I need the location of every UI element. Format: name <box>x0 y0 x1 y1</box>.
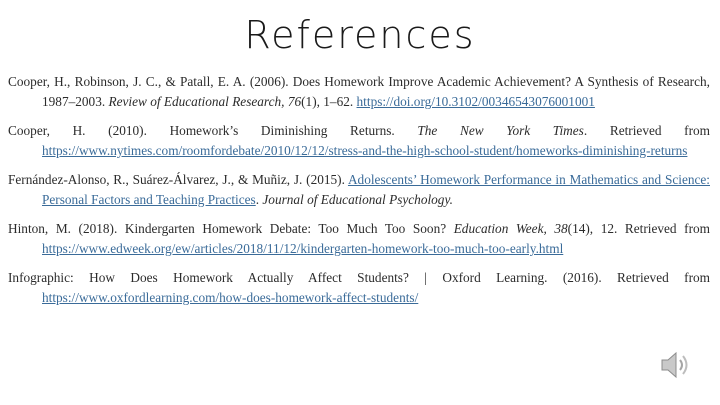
reference-item <box>8 268 710 308</box>
reference-text: Fernández-Alonso, R., Suárez-Álvarez, J., & Muñiz, J. (2015). <box>8 172 348 187</box>
reference-link[interactable]: https://www.nytimes.com/roomfordebate/2010/12/12/stress-and-the-high-school-student/homeworks-diminishing-returns <box>42 143 688 158</box>
reference-text: . Retrieved from <box>583 123 711 138</box>
page-title: References <box>244 13 476 57</box>
reference-journal: Education Week, 38 <box>453 221 568 236</box>
reference-journal: Journal of Educational Psychology. <box>262 192 453 207</box>
reference-text: Infographic: How Does Homework Actually Affect Students? | Oxford Learning. (2016). Retrieved from <box>8 270 710 285</box>
reference-link[interactable]: https://www.edweek.org/ew/articles/2018/11/12/kindergarten-homework-too-much-too-early.html <box>42 241 564 256</box>
reference-journal: The New York Times <box>417 123 584 138</box>
speaker-icon[interactable] <box>658 348 692 382</box>
reference-link[interactable]: https://www.oxfordlearning.com/how-does-homework-affect-students/ <box>42 290 419 305</box>
reference-text: (1), 1–62. <box>301 94 357 109</box>
reference-text: Cooper, H. (2010). Homework’s Diminishing Returns. <box>8 123 418 138</box>
reference-item <box>8 72 710 112</box>
reference-text: (14), 12. Retrieved from <box>567 221 710 236</box>
reference-text: Cooper, H., Robinson, J. C., & Patall, E. A. (2006). Does Homework Improve Academic Achievement? A Synthesis of Research, 1987–2003. <box>8 74 710 109</box>
reference-item <box>8 219 710 259</box>
reference-text: . <box>255 192 263 207</box>
reference-journal: Review of Educational Research, 76 <box>108 94 302 109</box>
reference-item <box>8 170 710 210</box>
reference-list <box>8 72 710 317</box>
reference-item <box>8 121 710 161</box>
reference-text: Hinton, M. (2018). Kindergarten Homework Debate: Too Much Too Soon? <box>8 221 454 236</box>
reference-link[interactable]: Adolescents’ Homework Performance in Mathematics and Science: Personal Factors and Teaching Practices <box>42 172 710 207</box>
reference-link[interactable]: https://doi.org/10.3102/00346543076001001 <box>356 94 595 109</box>
